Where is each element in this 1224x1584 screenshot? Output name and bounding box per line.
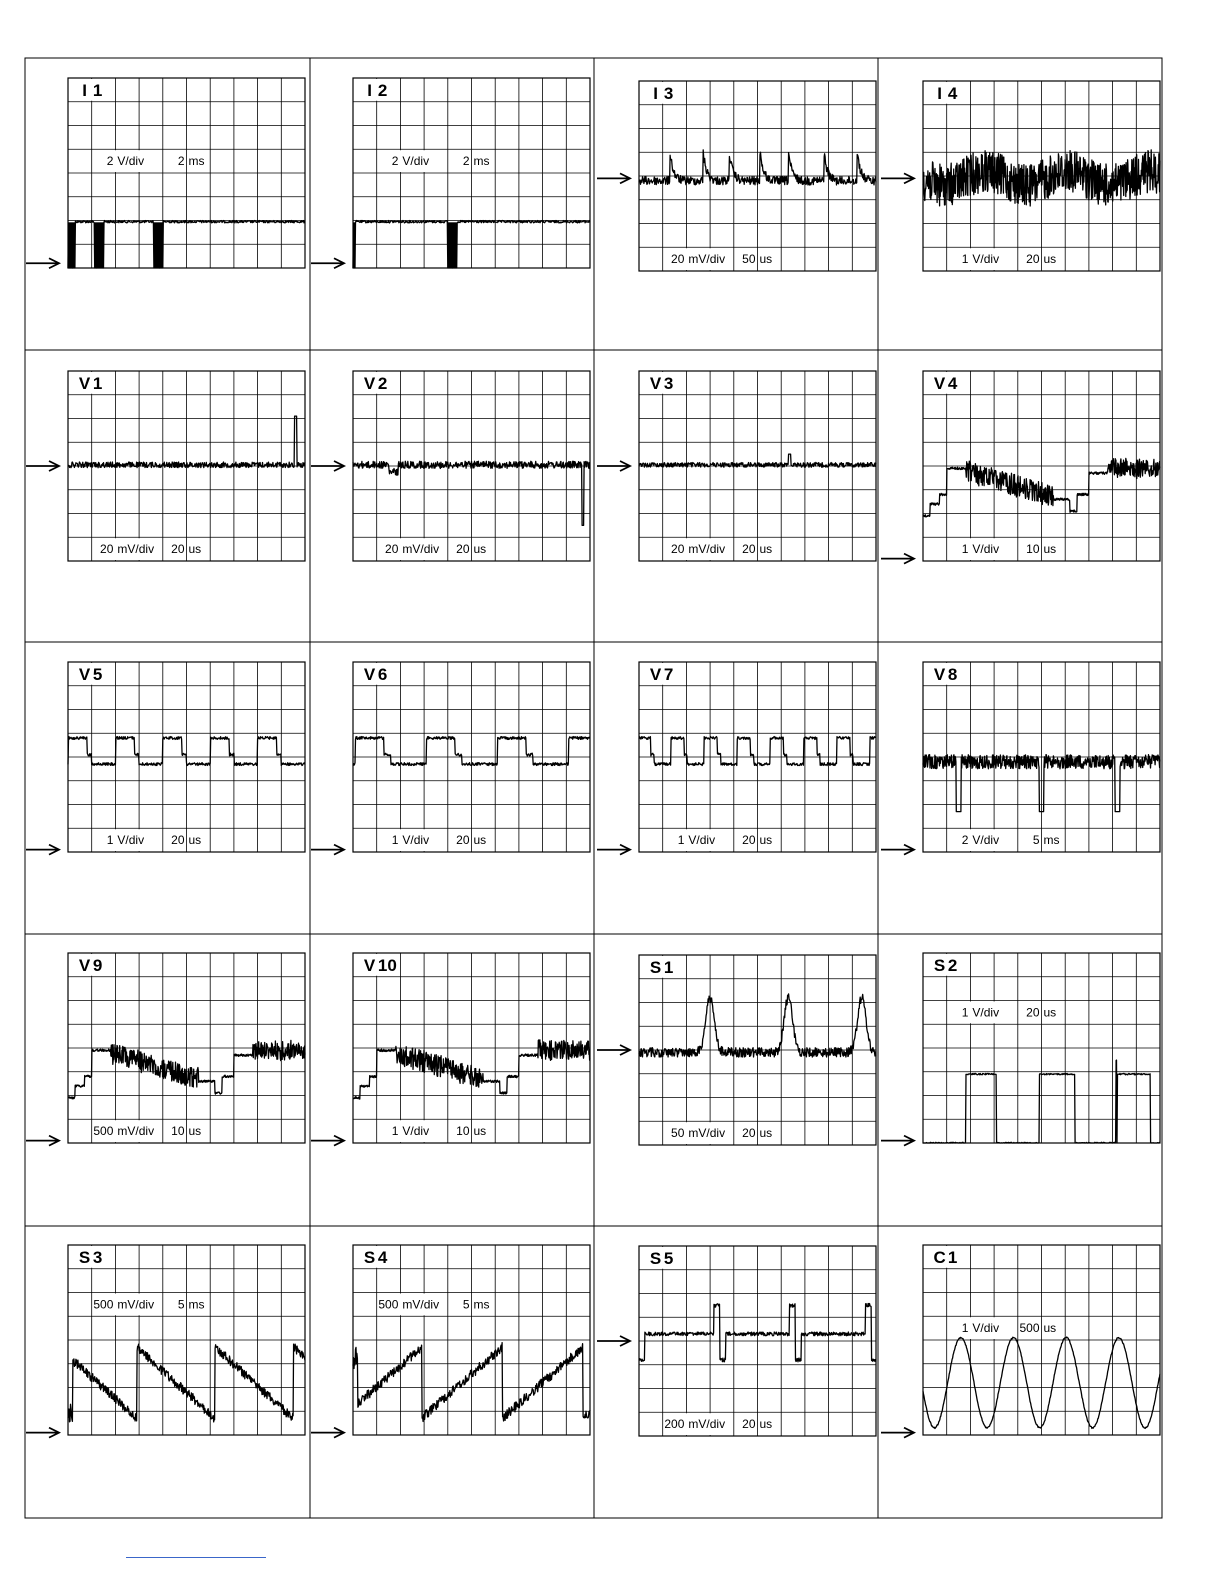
timebase-value: 20 — [742, 1126, 756, 1141]
reference-arrow-icon — [597, 1336, 630, 1346]
scope-panel-i4 — [881, 81, 1160, 271]
reference-arrow-icon — [26, 258, 59, 268]
reference-arrow-icon — [311, 1428, 344, 1438]
panel-letter: V — [649, 373, 662, 393]
amplitude-value: 20 — [671, 252, 685, 267]
amplitude-value: 500 — [93, 1297, 114, 1312]
amplitude-value: 1 — [961, 1321, 969, 1336]
amplitude-value: 1 — [961, 1005, 969, 1020]
panel-number: 1 — [663, 957, 674, 977]
amplitude-value: 50 — [671, 1126, 685, 1141]
panel-letter: V — [363, 955, 376, 975]
amplitude-value: 2 — [961, 833, 969, 848]
amplitude-value: 2 — [391, 154, 399, 169]
amplitude-unit: mV/div — [402, 542, 440, 557]
panel-letter: S — [649, 957, 662, 977]
amplitude-unit: mV/div — [688, 252, 726, 267]
panel-letter: I — [367, 80, 372, 100]
timebase-unit: us — [759, 1126, 773, 1141]
timebase-value: 20 — [456, 542, 470, 557]
reference-arrow-icon — [597, 461, 630, 471]
reference-arrow-icon — [26, 1136, 59, 1146]
scope-panel-c1 — [881, 1245, 1160, 1438]
panel-number: 2 — [947, 955, 958, 975]
amplitude-unit: mV/div — [688, 542, 726, 557]
reference-arrow-icon — [311, 258, 344, 268]
scope-panel-i1 — [26, 78, 305, 268]
timebase-unit: us — [473, 833, 487, 848]
timebase-value: 2 — [462, 154, 470, 169]
panel-letter: V — [363, 373, 376, 393]
timebase-value: 10 — [171, 1124, 185, 1139]
amplitude-value: 200 — [664, 1417, 685, 1432]
footer-rule — [126, 1557, 266, 1558]
panel-number: 8 — [947, 664, 958, 684]
scope-panel-s1 — [597, 955, 876, 1145]
timebase-value: 5 — [177, 1297, 185, 1312]
amplitude-value: 2 — [106, 154, 114, 169]
timebase-unit: us — [473, 542, 487, 557]
panel-number: 2 — [377, 373, 388, 393]
reference-arrow-icon — [26, 1428, 59, 1438]
scope-panel-v1 — [26, 371, 305, 561]
amplitude-value: 20 — [385, 542, 399, 557]
panel-letter: V — [933, 664, 946, 684]
timebase-unit: us — [1043, 1005, 1057, 1020]
scope-panel-v5 — [26, 662, 305, 855]
panel-letter: I — [653, 83, 658, 103]
scope-panel-v10 — [311, 953, 590, 1146]
panel-number: 4 — [947, 373, 958, 393]
scope-grid — [639, 1246, 876, 1436]
timebase-unit: ms — [473, 1297, 490, 1312]
timebase-value: 10 — [456, 1124, 470, 1139]
timebase-value: 20 — [1026, 1005, 1040, 1020]
scope-panel-v8 — [881, 662, 1160, 855]
reference-arrow-icon — [597, 845, 630, 855]
scope-grid — [353, 662, 590, 852]
reference-arrow-icon — [881, 1428, 914, 1438]
timebase-value: 20 — [171, 542, 185, 557]
timebase-value: 5 — [462, 1297, 470, 1312]
panel-letter: V — [78, 664, 91, 684]
scope-grid — [353, 78, 590, 268]
timebase-value: 20 — [742, 1417, 756, 1432]
amplitude-unit: V/div — [972, 1321, 1000, 1336]
panel-number: 3 — [663, 373, 674, 393]
scope-grid — [353, 953, 590, 1143]
panel-number: 3 — [92, 1247, 103, 1267]
reference-arrow-icon — [881, 1136, 914, 1146]
scope-panel-s2 — [881, 953, 1160, 1146]
timebase-value: 50 — [742, 252, 756, 267]
panel-number: 1 — [947, 1247, 958, 1267]
scope-grid — [639, 662, 876, 852]
scope-panel-v9 — [26, 953, 305, 1146]
reference-arrow-icon — [311, 1136, 344, 1146]
scope-panel-v2 — [311, 371, 590, 561]
panel-number: 10 — [377, 955, 397, 975]
scope-grid — [923, 953, 1160, 1143]
timebase-unit: us — [188, 1124, 202, 1139]
timebase-value: 5 — [1032, 833, 1040, 848]
reference-arrow-icon — [881, 173, 914, 183]
panel-letter: I — [937, 83, 942, 103]
panel-number: 7 — [663, 664, 674, 684]
amplitude-unit: mV/div — [688, 1417, 726, 1432]
amplitude-value: 1 — [961, 252, 969, 267]
timebase-unit: us — [1043, 252, 1057, 267]
amplitude-unit: mV/div — [688, 1126, 726, 1141]
panel-number: 3 — [663, 83, 674, 103]
panel-letter: V — [649, 664, 662, 684]
panel-letter: V — [78, 955, 91, 975]
panel-number: 4 — [377, 1247, 388, 1267]
scope-panel-s3 — [26, 1245, 305, 1438]
scope-panel-v7 — [597, 662, 876, 855]
amplitude-unit: V/div — [972, 252, 1000, 267]
amplitude-unit: mV/div — [117, 542, 155, 557]
amplitude-unit: mV/div — [402, 1297, 440, 1312]
amplitude-unit: V/div — [402, 1124, 430, 1139]
reference-arrow-icon — [597, 1045, 630, 1055]
panel-number: 1 — [92, 80, 103, 100]
reference-arrow-icon — [311, 845, 344, 855]
timebase-unit: us — [759, 252, 773, 267]
amplitude-value: 1 — [106, 833, 114, 848]
amplitude-value: 1 — [961, 542, 969, 557]
timebase-value: 20 — [456, 833, 470, 848]
reference-arrow-icon — [311, 461, 344, 471]
scope-grid — [353, 1245, 590, 1435]
timebase-value: 20 — [742, 833, 756, 848]
amplitude-value: 1 — [391, 833, 399, 848]
reference-arrow-icon — [26, 461, 59, 471]
timebase-unit: us — [188, 833, 202, 848]
amplitude-unit: mV/div — [117, 1124, 155, 1139]
timebase-unit: us — [759, 542, 773, 557]
timebase-value: 500 — [1019, 1321, 1040, 1336]
amplitude-value: 500 — [93, 1124, 114, 1139]
scope-panel-i2 — [311, 78, 590, 268]
scope-grid — [68, 1245, 305, 1435]
panel-letter: S — [363, 1247, 376, 1267]
scope-panel-v4 — [881, 371, 1160, 564]
amplitude-value: 500 — [378, 1297, 399, 1312]
panel-number: 6 — [377, 664, 388, 684]
timebase-value: 10 — [1026, 542, 1040, 557]
amplitude-unit: mV/div — [117, 1297, 155, 1312]
amplitude-value: 20 — [671, 542, 685, 557]
timebase-unit: ms — [1043, 833, 1060, 848]
timebase-value: 20 — [171, 833, 185, 848]
timebase-unit: ms — [188, 154, 205, 169]
panel-letter: V — [78, 373, 91, 393]
timebase-value: 20 — [742, 542, 756, 557]
timebase-value: 2 — [177, 154, 185, 169]
amplitude-unit: V/div — [972, 833, 1000, 848]
panel-number: 5 — [92, 664, 103, 684]
panel-number: 2 — [377, 80, 388, 100]
panel-number: 4 — [947, 83, 958, 103]
scope-grid — [923, 662, 1160, 852]
amplitude-unit: V/div — [402, 833, 430, 848]
timebase-unit: us — [759, 833, 773, 848]
amplitude-value: 1 — [677, 833, 685, 848]
timebase-unit: us — [1043, 542, 1057, 557]
panel-letter: S — [649, 1248, 662, 1268]
scope-panel-v6 — [311, 662, 590, 855]
amplitude-unit: V/div — [688, 833, 716, 848]
panel-number: 9 — [92, 955, 103, 975]
timebase-unit: us — [188, 542, 202, 557]
amplitude-unit: V/div — [402, 154, 430, 169]
panel-letter: S — [78, 1247, 91, 1267]
timebase-unit: us — [759, 1417, 773, 1432]
timebase-unit: ms — [473, 154, 490, 169]
amplitude-unit: V/div — [972, 542, 1000, 557]
reference-arrow-icon — [26, 845, 59, 855]
reference-arrow-icon — [881, 554, 914, 564]
panel-letter: V — [933, 373, 946, 393]
amplitude-value: 1 — [391, 1124, 399, 1139]
scope-panel-s5 — [597, 1246, 876, 1436]
panel-letter: I — [82, 80, 87, 100]
panel-letter: S — [933, 955, 946, 975]
amplitude-unit: V/div — [972, 1005, 1000, 1020]
panel-number: 1 — [92, 373, 103, 393]
timebase-value: 20 — [1026, 252, 1040, 267]
reference-arrow-icon — [881, 845, 914, 855]
timebase-unit: ms — [188, 1297, 205, 1312]
timebase-unit: us — [473, 1124, 487, 1139]
scope-panel-i3 — [597, 81, 876, 271]
panel-letter: C — [933, 1247, 946, 1267]
reference-arrow-icon — [597, 173, 630, 183]
scope-panel-v3 — [597, 371, 876, 561]
timebase-unit: us — [1043, 1321, 1057, 1336]
panel-letter: V — [363, 664, 376, 684]
amplitude-unit: V/div — [117, 833, 145, 848]
amplitude-unit: V/div — [117, 154, 145, 169]
amplitude-value: 20 — [100, 542, 114, 557]
panel-number: 5 — [663, 1248, 674, 1268]
scope-panel-s4 — [311, 1245, 590, 1438]
